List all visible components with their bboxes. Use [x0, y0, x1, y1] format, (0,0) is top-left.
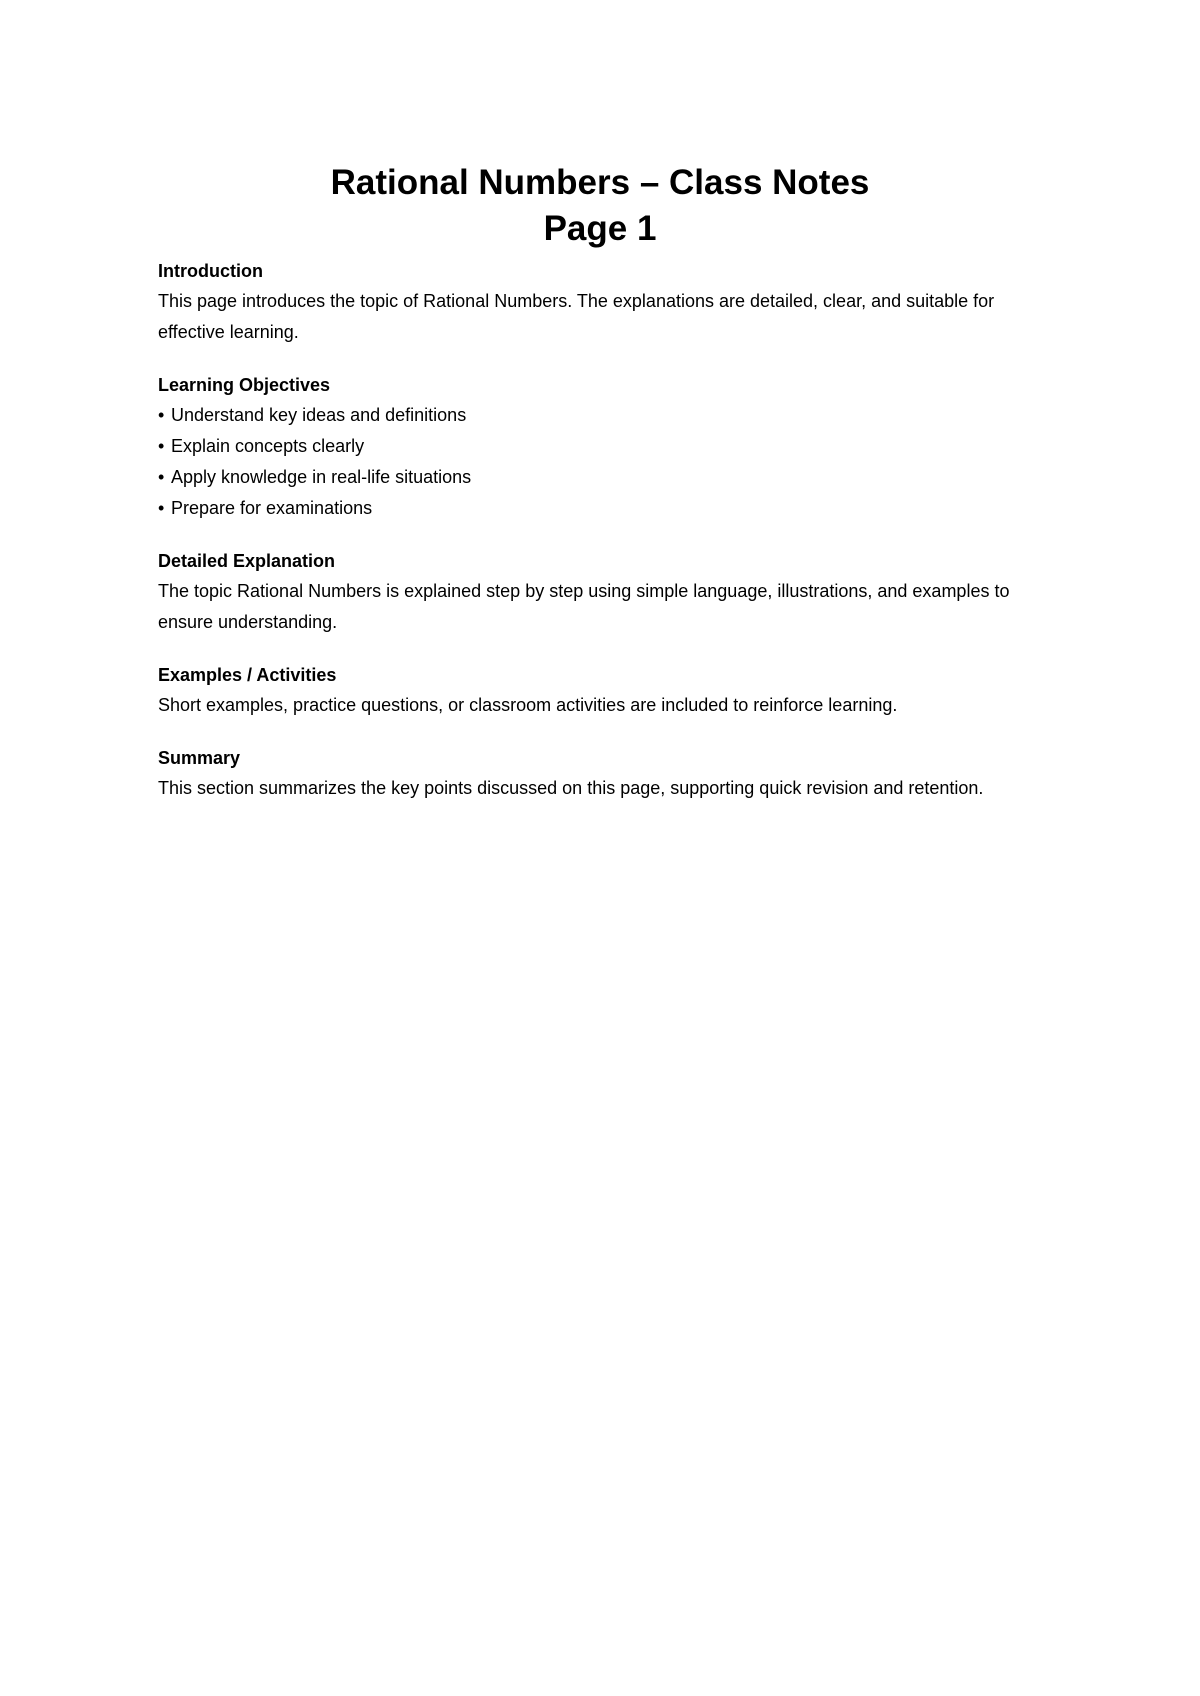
section-text: This page introduces the topic of Rational Numbers. The explanations are detailed, clear, and suitable for effective learning.	[158, 291, 995, 342]
section-summary	[158, 743, 1058, 804]
list-item	[158, 493, 1058, 524]
section-heading: Introduction	[158, 261, 263, 281]
page-label: Page 1	[543, 209, 657, 248]
section-examples-activities	[158, 660, 1058, 721]
section-learning-objectives	[158, 370, 1058, 524]
document-body	[158, 256, 1058, 826]
section-text: Short examples, practice questions, or classroom activities are included to reinforce learning.	[158, 695, 898, 715]
section-text: This section summarizes the key points discussed on this page, supporting quick revision and retention.	[158, 778, 984, 798]
section-text: The topic Rational Numbers is explained step by step using simple language, illustrations, and examples to ensure understanding.	[158, 581, 1010, 632]
title-block	[0, 160, 1200, 252]
list-item	[158, 462, 1058, 493]
bullet-icon: •	[158, 405, 165, 425]
document-title: Rational Numbers – Class Notes	[330, 163, 870, 202]
list-item	[158, 400, 1058, 431]
section-heading: Detailed Explanation	[158, 551, 336, 571]
section-detailed-explanation	[158, 546, 1058, 638]
list-item-text: Understand key ideas and definitions	[171, 405, 467, 425]
list-item-text: Apply knowledge in real-life situations	[171, 467, 472, 487]
bullet-icon: •	[158, 467, 165, 487]
section-heading: Examples / Activities	[158, 665, 337, 685]
list-item-text: Prepare for examinations	[171, 498, 373, 518]
list-item-text: Explain concepts clearly	[171, 436, 365, 456]
section-heading: Learning Objectives	[158, 375, 331, 395]
bullet-icon: •	[158, 436, 165, 456]
section-introduction	[158, 256, 1058, 348]
objectives-list	[158, 400, 1058, 524]
section-heading: Summary	[158, 748, 241, 768]
bullet-icon: •	[158, 498, 165, 518]
list-item	[158, 431, 1058, 462]
